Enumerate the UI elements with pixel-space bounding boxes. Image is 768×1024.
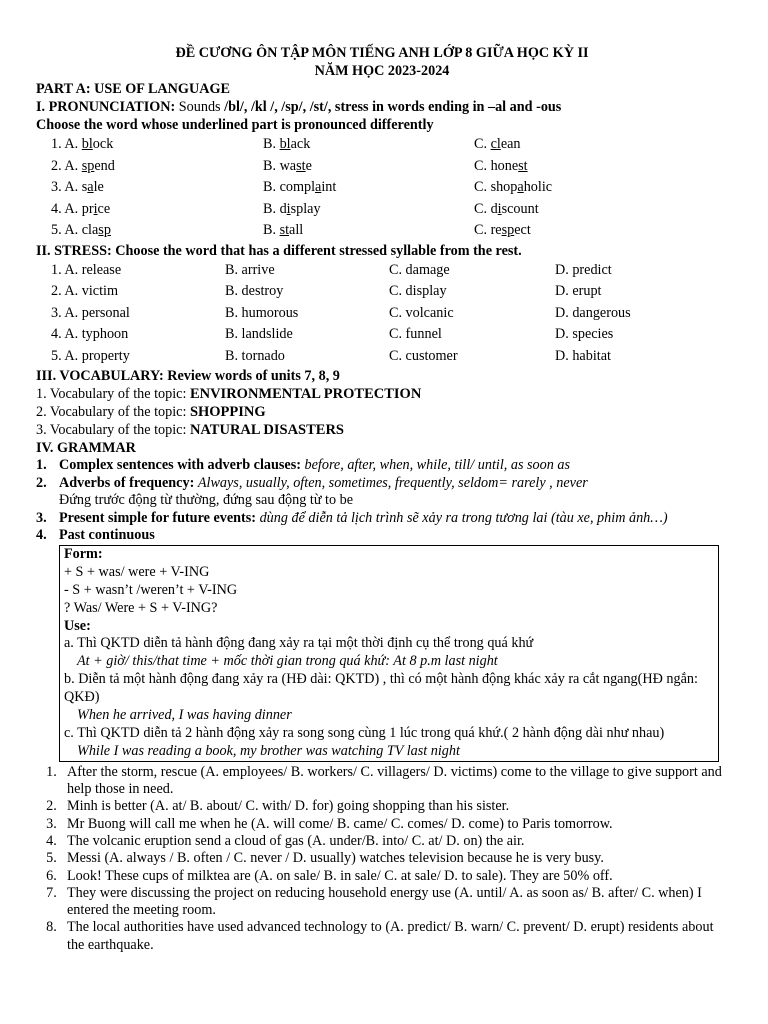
question-text: Minh is better (A. at/ B. about/ C. with/ D. for) going shopping than his sister. <box>67 798 510 815</box>
use-b: b. Diễn tả một hành động đang xảy ra (HĐ dài: QKTD) , thì có một hành động khác xảy ra cắt ngang(HĐ ngắn: QKĐ) <box>64 671 698 706</box>
stress-row <box>36 303 728 324</box>
use-a: a. Thì QKTD diễn tả hành động đang xảy ra tại một thời định cụ thể trong quá khứ <box>64 635 534 652</box>
grammar-item-3 <box>36 510 728 528</box>
stress-option: D. habitat <box>555 347 611 364</box>
grammar-item-label: Present simple for future events: <box>59 509 257 526</box>
stress-option: 2. A. victim <box>51 283 118 300</box>
word-part: C. <box>474 222 491 239</box>
pronunciation-row <box>36 199 728 221</box>
underlined-part: bl <box>279 136 291 152</box>
word-part: ect <box>514 222 531 239</box>
vocabulary-heading: III. VOCABULARY: Review words of units 7, 8, 9 <box>36 367 340 384</box>
word-part: B. <box>263 200 280 217</box>
word-part: scount <box>501 200 539 217</box>
word-part: B. <box>263 179 280 196</box>
question-item <box>36 868 728 885</box>
underlined-part: sp <box>81 157 95 174</box>
word-part: all <box>289 222 304 239</box>
question-item <box>36 885 728 920</box>
stress-option: C. funnel <box>389 326 442 343</box>
stress-option: C. customer <box>389 347 458 364</box>
word-part: C. <box>474 179 491 196</box>
question-text: They were discussing the project on reducing household energy use (A. until/ A. as soon as/ B. after/ C. when) I entered the meeting room. <box>67 884 702 919</box>
word-part: ack <box>290 136 311 152</box>
word-part: pr <box>81 200 94 217</box>
word-part: 5. A. <box>51 222 82 239</box>
stress-option: B. destroy <box>225 283 284 300</box>
stress-option: 5. A. property <box>51 347 130 364</box>
vocab-topic: ENVIRONMENTAL PROTECTION <box>189 385 422 402</box>
word-part: end <box>94 157 115 174</box>
pronunciation-option <box>263 220 474 242</box>
question-text: The local authorities have used advanced technology to (A. predict/ B. warn/ C. prevent/ D. erupt) residents about the earthquake. <box>67 919 714 953</box>
pronunciation-row <box>36 220 728 242</box>
vocab-item-1 <box>36 385 728 403</box>
question-text: Look! These cups of milktea are (A. on sale/ B. in sale/ C. at sale/ D. to sale). They are 50% off. <box>67 867 613 884</box>
stress-option: C. volcanic <box>389 304 454 321</box>
underlined-part: bl <box>81 136 93 152</box>
pronunciation-option <box>51 199 263 221</box>
word-part: e <box>305 157 312 174</box>
form-label: Form: <box>64 545 103 562</box>
pronunciation-option <box>474 177 728 199</box>
stress-option: D. erupt <box>555 283 602 300</box>
stress-heading: II. STRESS: Choose the word that has a different stressed syllable from the rest. <box>36 242 522 259</box>
question-item <box>36 798 728 815</box>
word-part: B. <box>263 157 280 174</box>
word-part: 4. A. <box>51 200 82 217</box>
underlined-part: i <box>497 200 502 217</box>
grammar-item-2 <box>36 475 728 493</box>
form-question: ? Was/ Were + S + V-ING? <box>64 599 218 616</box>
stress-option: C. damage <box>389 261 450 278</box>
grammar-heading: IV. GRAMMAR <box>36 439 136 456</box>
pronunciation-row <box>36 177 728 199</box>
question-item <box>36 833 728 850</box>
grammar-item-4 <box>36 527 728 545</box>
underlined-part: st <box>518 157 528 174</box>
grammar-item-number: 3. <box>36 509 47 526</box>
grammar-item-number: 2. <box>36 474 47 491</box>
grammar-item-number: 1. <box>36 456 47 473</box>
title-line-2: NĂM HỌC 2023-2024 <box>314 63 450 79</box>
form-negative: - S + wasn’t /weren’t + V-ING <box>64 581 238 598</box>
sounds-list: /bl/, /kl /, /sp/, /st/, stress in words ending in –al and -ous <box>224 99 562 115</box>
vocab-prefix: 2. Vocabulary of the topic: <box>36 403 190 420</box>
underlined-part: a <box>87 179 94 196</box>
word-part: C. <box>474 157 491 174</box>
pronunciation-heading-label: I. PRONUNCIATION: <box>36 99 176 115</box>
use-b-example: When he arrived, I was having dinner <box>77 707 292 724</box>
word-part: shop <box>490 179 518 196</box>
use-a-example: At + giờ/ this/that time + mốc thời gian trong quá khứ: At 8 p.m last night <box>77 653 498 670</box>
pronunciation-option <box>263 156 474 178</box>
stress-option: D. predict <box>555 261 612 278</box>
underlined-part: st <box>279 222 290 239</box>
underlined-part: st <box>296 157 306 174</box>
pronunciation-table <box>36 134 728 242</box>
word-part: ock <box>92 136 114 152</box>
pronunciation-heading <box>36 98 728 116</box>
stress-option: B. landslide <box>225 326 293 343</box>
word-part: B. <box>263 222 280 239</box>
grammar-item-text: dùng để diễn tả lịch trình sẽ xảy ra trong tương lai (tàu xe, phim ảnh…) <box>259 509 668 526</box>
stress-row <box>36 346 728 367</box>
question-text: The volcanic eruption send a cloud of gas (A. under/B. into/ C. at/ D. on) the air. <box>67 832 525 849</box>
sounds-label: Sounds <box>178 99 221 115</box>
word-part: C. <box>474 200 491 217</box>
stress-table <box>36 260 728 367</box>
question-number: 6. <box>46 867 57 884</box>
underlined-part: sp <box>98 222 111 239</box>
past-continuous-box <box>59 545 719 762</box>
pronunciation-option <box>474 220 728 242</box>
stress-row <box>36 260 728 281</box>
word-part: hone <box>490 157 519 174</box>
pronunciation-option <box>263 134 474 156</box>
vocab-topic: SHOPPING <box>189 403 266 420</box>
stress-option: 4. A. typhoon <box>51 326 129 343</box>
stress-row <box>36 281 728 302</box>
word-part: s <box>81 179 88 196</box>
title-line-1: ĐỀ CƯƠNG ÔN TẬP MÔN TIẾNG ANH LỚP 8 GIỮA HỌC KỲ II <box>175 45 589 61</box>
question-number: 1. <box>46 763 57 780</box>
underlined-part: i <box>286 200 291 217</box>
stress-option: B. tornado <box>225 347 285 364</box>
stress-option: D. dangerous <box>555 304 631 321</box>
word-part: d <box>490 200 498 217</box>
question-text: After the storm, rescue (A. employees/ B. workers/ C. villagers/ D. victims) come to the village to give support and help those in need. <box>67 763 722 798</box>
pronunciation-option <box>263 199 474 221</box>
word-part: ean <box>500 136 521 152</box>
underlined-part: i <box>93 200 98 217</box>
word-part: wa <box>279 157 297 174</box>
question-number: 3. <box>46 815 57 832</box>
grammar-item-text: before, after, when, while, till/ until, as soon as <box>304 456 571 473</box>
stress-row <box>36 324 728 345</box>
vocab-prefix: 1. Vocabulary of the topic: <box>36 385 190 402</box>
word-part: B. <box>263 136 280 152</box>
word-part: 1. A. <box>51 136 82 152</box>
question-text: Mr Buong will call me when he (A. will come/ B. came/ C. comes/ D. come) to Paris tomorrow. <box>67 815 613 832</box>
pronunciation-row <box>36 134 728 156</box>
grammar-item-label: Past continuous <box>59 527 155 544</box>
grammar-item-label: Complex sentences with adverb clauses: <box>59 456 301 473</box>
question-number: 8. <box>46 919 57 936</box>
word-part: int <box>321 179 337 196</box>
stress-option: C. display <box>389 283 447 300</box>
vocab-item-3 <box>36 421 728 439</box>
pronunciation-option <box>51 177 263 199</box>
pronunciation-option <box>263 177 474 199</box>
word-part: ce <box>97 200 111 217</box>
word-part: holic <box>523 179 553 196</box>
stress-option: 3. A. personal <box>51 304 130 321</box>
word-part: cla <box>81 222 99 239</box>
grammar-item-2-note <box>36 492 728 510</box>
question-item <box>36 816 728 833</box>
word-part: splay <box>290 200 321 217</box>
pronunciation-option <box>474 134 728 156</box>
pronunciation-option <box>474 199 728 221</box>
stress-option: D. species <box>555 326 614 343</box>
form-affirmative: + S + was/ were + V-ING <box>64 563 210 580</box>
grammar-item-label: Adverbs of frequency: <box>59 474 195 491</box>
pronunciation-instruction: Choose the word whose underlined part is pronounced differently <box>36 117 434 133</box>
part-a-heading: PART A: USE OF LANGUAGE <box>36 81 230 97</box>
word-part: le <box>93 179 104 196</box>
use-label: Use: <box>64 617 91 634</box>
word-part: 2. A. <box>51 157 82 174</box>
vocab-prefix: 3. Vocabulary of the topic: <box>36 421 190 438</box>
question-item <box>36 764 728 799</box>
word-part: 3. A. <box>51 179 82 196</box>
stress-option: B. arrive <box>225 261 275 278</box>
word-part: compl <box>279 179 316 196</box>
underlined-part: sp <box>501 222 515 239</box>
question-list <box>36 764 728 954</box>
question-number: 5. <box>46 850 57 867</box>
grammar-note: Đứng trước động từ thường, đứng sau động từ to be <box>59 492 354 509</box>
question-number: 2. <box>46 798 57 815</box>
stress-option: B. humorous <box>225 304 299 321</box>
pronunciation-option <box>51 156 263 178</box>
underlined-part: a <box>517 179 524 196</box>
use-c-example: While I was reading a book, my brother was watching TV last night <box>77 742 460 759</box>
question-number: 4. <box>46 832 57 849</box>
use-c: c. Thì QKTD diễn tả 2 hành động xảy ra song song cùng 1 lúc trong quá khứ.( 2 hành động dài như nhau) <box>64 724 665 741</box>
word-part: d <box>279 200 287 217</box>
word-part: C. <box>474 136 491 152</box>
pronunciation-row <box>36 156 728 178</box>
question-number: 7. <box>46 884 57 901</box>
pronunciation-option <box>51 220 263 242</box>
stress-option: 1. A. release <box>51 261 122 278</box>
grammar-item-1 <box>36 457 728 475</box>
pronunciation-option <box>51 134 263 156</box>
underlined-part: a <box>315 179 322 196</box>
question-item <box>36 919 728 954</box>
question-text: Messi (A. always / B. often / C. never / D. usually) watches television because he is very busy. <box>67 850 604 867</box>
vocab-topic: NATURAL DISASTERS <box>189 421 344 438</box>
underlined-part: cl <box>490 136 501 152</box>
question-item <box>36 850 728 867</box>
pronunciation-option <box>474 156 728 178</box>
grammar-item-number: 4. <box>36 527 47 544</box>
word-part: re <box>490 222 502 239</box>
grammar-item-text: Always, usually, often, sometimes, frequently, seldom= rarely , never <box>197 474 588 491</box>
vocab-item-2 <box>36 403 728 421</box>
